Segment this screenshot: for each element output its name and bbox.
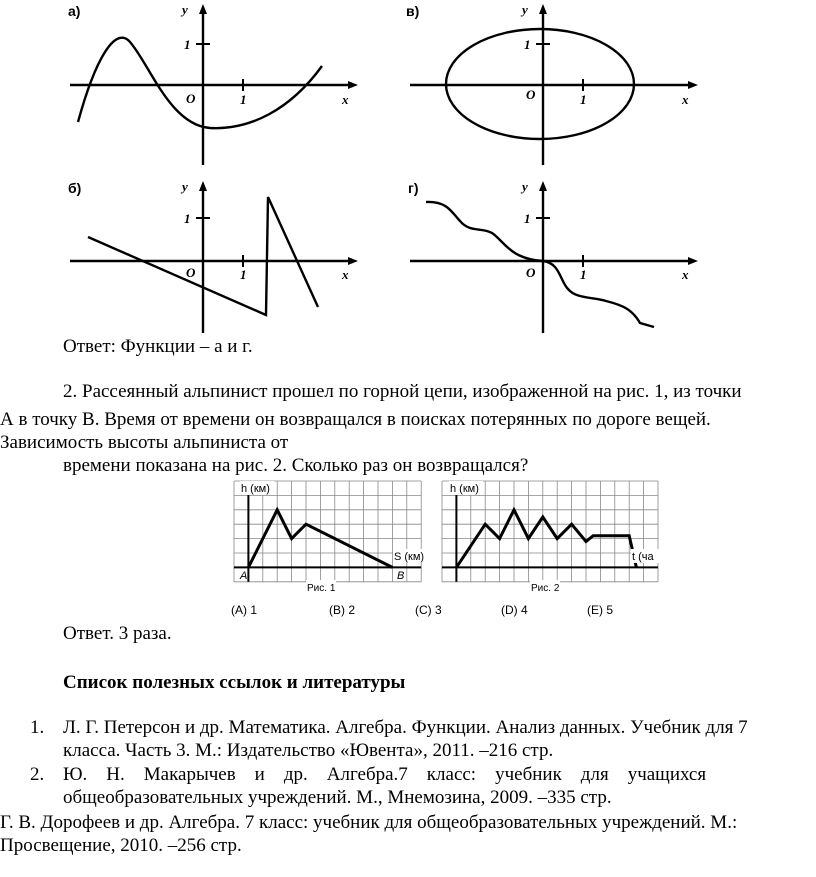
- figure-2-axes: [442, 481, 658, 582]
- figure-2-caption: Рис. 2: [531, 583, 560, 594]
- ref-1-line2: класса. Часть 3. М.: Издательство «Ювента», 2011. –216 стр.: [63, 740, 554, 761]
- graph-g-tick-y: 1: [524, 211, 531, 226]
- graph-v-label: в): [406, 3, 420, 19]
- graph-g-axes: [410, 181, 698, 333]
- graph-g-curve: [426, 202, 654, 327]
- graph-a-origin: O: [186, 91, 196, 106]
- graph-b-label: б): [68, 180, 82, 196]
- graph-b-tick-y: 1: [184, 211, 191, 226]
- graph-v-axes: [410, 4, 698, 165]
- figure-2-x-label: t (ча: [632, 551, 654, 563]
- task2-line1: 2. Рассеянный альпинист прошел по горной цепи, изображенной на рис. 1, из точки: [63, 381, 742, 402]
- ref-3-line2: Просвещение, 2010. –256 стр.: [0, 835, 242, 856]
- graph-v-tick-y: 1: [524, 37, 531, 52]
- figure-1-point-b: B: [397, 570, 405, 582]
- ref-1-number: 1.: [30, 717, 45, 738]
- figure-2: [441, 480, 659, 598]
- figure-1-caption: Рис. 1: [307, 583, 336, 594]
- graph-a: [60, 0, 360, 170]
- answer-1: Ответ: Функции – а и г.: [63, 336, 253, 357]
- graph-v-origin: O: [526, 87, 536, 102]
- graph-v-tick-x: 1: [580, 92, 587, 107]
- graph-b-y-label: y: [182, 179, 188, 194]
- graph-g-origin: O: [526, 265, 536, 280]
- choice-d: (D) 4: [501, 603, 528, 617]
- graph-v-y-label: y: [522, 2, 528, 17]
- ref-2-number: 2.: [30, 764, 45, 785]
- graph-v-x-label: x: [682, 92, 689, 107]
- graph-a-y-label: y: [182, 2, 188, 17]
- graph-a-label: а): [68, 3, 81, 19]
- task2-line2: А в точку В. Время от времени он возвращался в поисках потерянных по дороге вещей.: [0, 409, 711, 430]
- choice-a: (A) 1: [231, 603, 258, 617]
- graph-g-y-label: y: [522, 179, 528, 194]
- figure-1-axes: [234, 481, 421, 582]
- graph-a-tick-x: 1: [240, 92, 247, 107]
- refs-title: Список полезных ссылок и литературы: [63, 672, 406, 693]
- ref-3-line1: Г. В. Дорофеев и др. Алгебра. 7 класс: учебник для общеобразовательных учреждений. М.:: [0, 812, 738, 833]
- ref-2-line1: Ю. Н. Макарычев и др. Алгебра.7 класс: учебник для учащихся: [63, 764, 707, 785]
- graph-b-origin: O: [186, 265, 196, 280]
- graph-b-x-label: x: [342, 267, 349, 282]
- choice-b: (B) 2: [329, 603, 356, 617]
- answer-choices: [225, 601, 625, 619]
- figure-1-x-label: S (км): [394, 551, 425, 563]
- choice-c: (C) 3: [415, 603, 442, 617]
- ref-2-line2: общеобразовательных учреждений. М., Мнемозина, 2009. –335 стр.: [63, 787, 612, 808]
- graph-b: [60, 175, 360, 335]
- graph-v: [400, 0, 700, 170]
- task2-line4: времени показана на рис. 2. Сколько раз он возвращался?: [63, 455, 529, 476]
- graph-g-label: г): [408, 180, 419, 196]
- ref-1-line1: Л. Г. Петерсон и др. Математика. Алгебра. Функции. Анализ данных. Учебник для 7: [63, 717, 748, 738]
- graph-a-x-label: x: [342, 92, 349, 107]
- graph-b-tick-x: 1: [240, 267, 247, 282]
- graph-a-axes: [70, 4, 358, 165]
- figure-1-point-a: A: [240, 570, 248, 582]
- graph-g-tick-x: 1: [580, 267, 587, 282]
- graph-g-x-label: x: [682, 267, 689, 282]
- task2-line3: Зависимость высоты альпиниста от: [0, 432, 289, 453]
- graph-a-tick-y: 1: [184, 37, 191, 52]
- graph-g: [400, 175, 700, 335]
- figure-1-y-label: h (км): [241, 483, 270, 495]
- graph-a-curve: [78, 38, 322, 128]
- graph-b-axes: [70, 181, 358, 333]
- answer-2: Ответ. 3 раза.: [63, 623, 172, 644]
- figure-1: [228, 480, 428, 598]
- choice-e: (E) 5: [587, 603, 614, 617]
- figure-2-y-label: h (км): [450, 483, 479, 495]
